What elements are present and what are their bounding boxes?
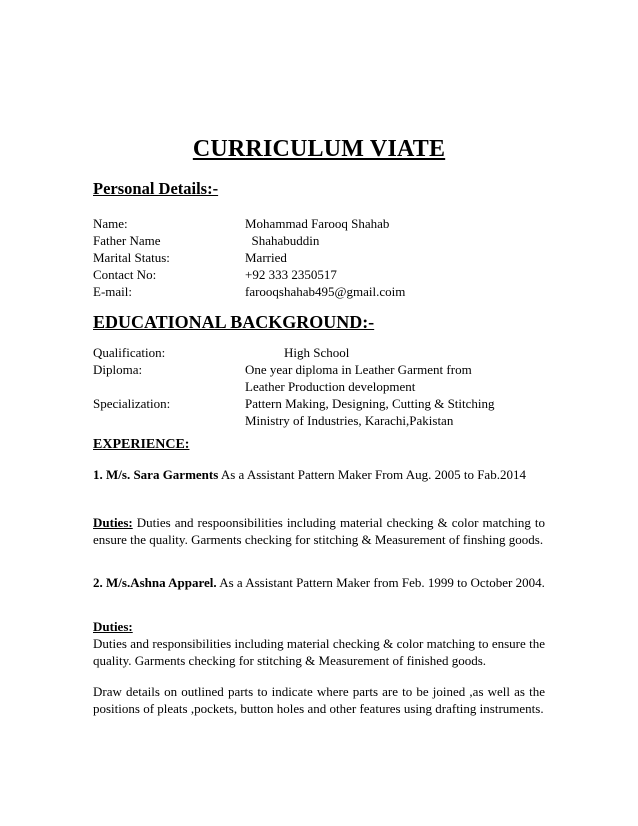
job-1-summary [93, 466, 545, 483]
job-2-summary [93, 574, 545, 591]
row-value: Pattern Making, Designing, Cutting & Stitching [245, 396, 495, 411]
row-label: Name: [93, 216, 128, 231]
personal-details-heading: Personal Details:- [93, 179, 219, 198]
row-label: Diploma: [93, 362, 143, 377]
drawing-details-text: Draw details on outlined parts to indicate where parts are to be joined ,as well as the positions of pleats ,pockets, button holes and other features using drafting instruments. [93, 684, 545, 716]
row-value: High School [284, 345, 350, 360]
job-1-duties [93, 514, 545, 548]
job-1-text: As a Assistant Pattern Maker From Aug. 2005 to Fab.2014 [218, 467, 526, 482]
row-value: farooqshahab495@gmail.coim [245, 284, 406, 299]
experience-heading: EXPERIENCE: [93, 437, 190, 452]
row-label: Specialization: [93, 396, 171, 411]
row-value: +92 333 2350517 [245, 267, 337, 282]
document-title: CURRICULUM VIATE [192, 136, 446, 162]
row-value: Leather Production development [245, 379, 416, 394]
job-1-duties-text: Duties and respoonsibilities including material checking & color matching to ensure the quality. Garments checking for stitching & Measurement of finshing goods. [93, 515, 545, 547]
row-label: Contact No: [93, 267, 157, 282]
row-label: Qualification: [93, 345, 166, 360]
job-2-duties [93, 635, 545, 669]
row-label: Father Name [93, 233, 161, 248]
row-value: One year diploma in Leather Garment from [245, 362, 472, 377]
job-2-duties-label-line [93, 618, 545, 635]
row-value: Ministry of Industries, Karachi,Pakistan [245, 413, 454, 428]
row-label: E-mail: [93, 284, 132, 299]
job-2-title: 2. M/s.Ashna Apparel. [93, 575, 217, 590]
education-heading: EDUCATIONAL BACKGROUND:- [93, 312, 375, 332]
job-2-text: As a Assistant Pattern Maker from Feb. 1999 to October 2004. [216, 575, 545, 590]
drawing-details-paragraph [93, 683, 545, 717]
job-2-duties-label: Duties: [93, 619, 133, 634]
row-value: Shahabuddin [245, 233, 320, 248]
job-1-duties-label: Duties: [93, 515, 133, 530]
row-value: Married [245, 250, 287, 265]
row-label: Marital Status: [93, 250, 170, 265]
row-value: Mohammad Farooq Shahab [245, 216, 390, 231]
job-2-duties-text: Duties and responsibilities including material checking & color matching to ensure the quality. Garments checking for stitching & Measurement of finished goods. [93, 636, 545, 668]
job-1-title: 1. M/s. Sara Garments [93, 467, 219, 482]
